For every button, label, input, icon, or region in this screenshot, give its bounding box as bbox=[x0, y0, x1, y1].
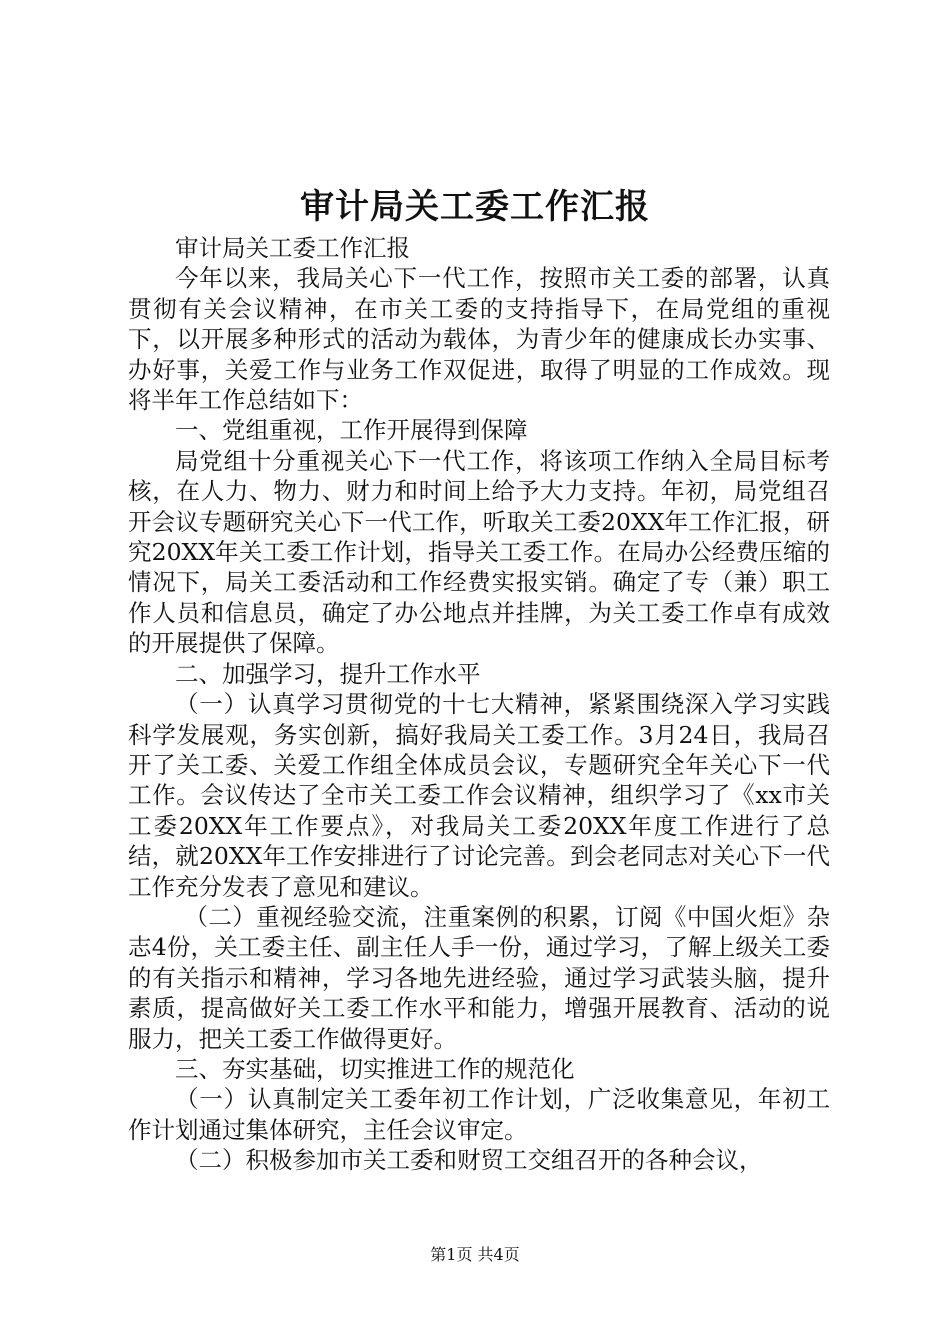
section-heading-2: 二、加强学习，提升工作水平 bbox=[175, 659, 481, 688]
document-title: 审计局关工委工作汇报 bbox=[300, 187, 650, 227]
section-heading-3: 三、夯实基础，切实推进工作的规范化 bbox=[175, 1054, 575, 1083]
page-number-footer: 第1页 共4页 bbox=[430, 1245, 520, 1264]
paragraph-section-3-item-2: （二）积极参加市关工委和财贸工交组召开的各种会议， bbox=[175, 1146, 763, 1175]
paragraph-section-3-item-1: （一）认真制定关工委年初工作计划，广泛收集意见，年初工作计划通过集体研究，主任会议审定。 bbox=[128, 1085, 830, 1144]
paragraph-section-2-item-1: （一）认真学习贯彻党的十七大精神，紧紧围绕深入学习实践科学发展观，务实创新，搞好我局关工委工作。3月24日，我局召开了关工委、关爱工作组全体成员会议，专题研究全年关心下一代工作。会议传达了全市关工委工作会议精神，组织学习了《xx市关工委20XX年工作要点》，对我局关工委20XX年度工作进行了总结，就20XX年工作安排进行了讨论完善。到会老同志对关心下一代工作充分发表了意见和建议。 bbox=[128, 690, 830, 901]
paragraph-heading-repeat: 审计局关工委工作汇报 bbox=[175, 234, 410, 262]
document-body bbox=[128, 233, 830, 1176]
paragraph-section-2-item-2: （二）重视经验交流，注重案例的积累，订阅《中国火炬》杂志4份，关工委主任、副主任人手一份，通过学习，了解上级关工委的有关指示和精神，学习各地先进经验，通过学习武装头脑，提升素质，提高做好关工委工作水平和能力，增强开展教育、活动的说服力，把关工委工作做得更好。 bbox=[128, 902, 830, 1053]
paragraph-section-1: 局党组十分重视关心下一代工作，将该项工作纳入全局目标考核，在人力、物力、财力和时间上给予大力支持。年初，局党组召开会议专题研究关心下一代工作，听取关工委20XX年工作汇报，研究20XX年关工委工作计划，指导关工委工作。在局办公经费压缩的情况下，局关工委活动和工作经费实报实销。确定了专（兼）职工作人员和信息员，确定了办公地点并挂牌，为关工委工作卓有成效的开展提供了保障。 bbox=[128, 446, 830, 658]
paragraph-intro: 今年以来，我局关心下一代工作，按照市关工委的部署，认真贯彻有关会议精神，在市关工委的支持指导下，在局党组的重视下，以开展多种形式的活动为载体，为青少年的健康成长办实事、办好事，关爱工作与业务工作双促进，取得了明显的工作成效。现将半年工作总结如下： bbox=[128, 264, 830, 415]
section-heading-1: 一、党组重视，工作开展得到保障 bbox=[175, 416, 528, 445]
